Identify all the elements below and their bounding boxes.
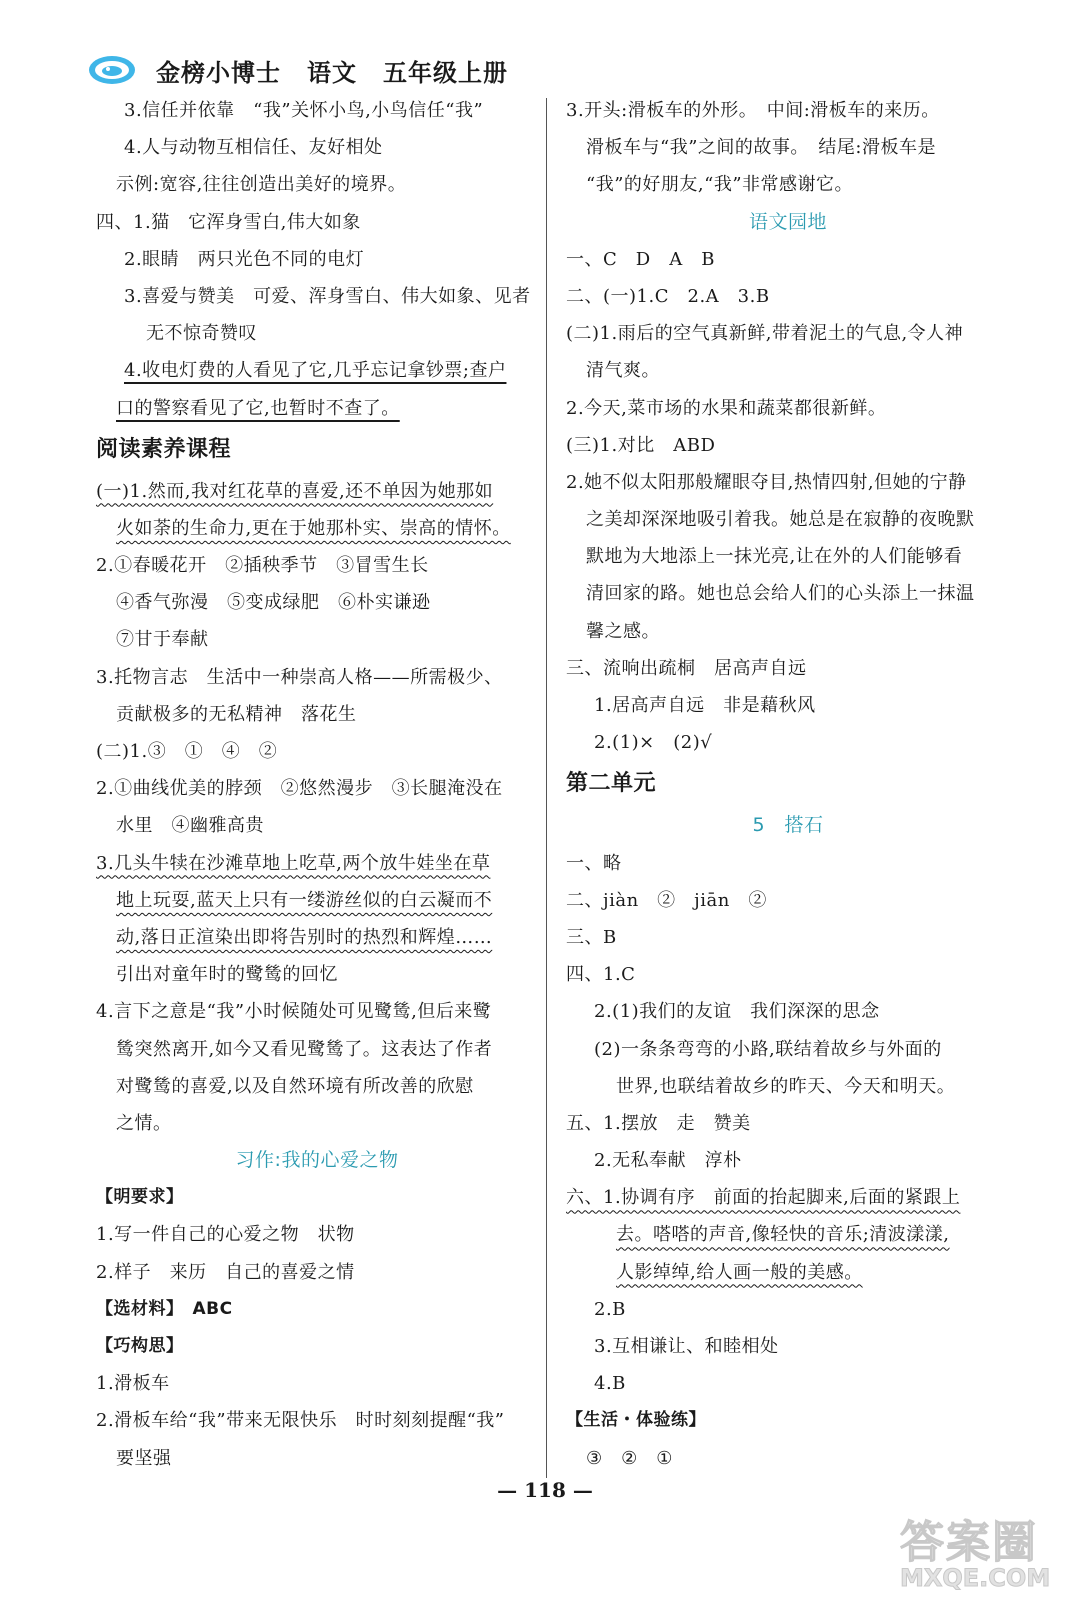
watermark-text: 答案圈 — [900, 1517, 1038, 1568]
answer-line: 3.托物言志 生活中一种崇高人格——所需极少、 — [96, 666, 503, 688]
answer-line: 四、1.C — [566, 964, 636, 986]
answer-line: 人影绰绰,给人画一般的美感。 — [616, 1261, 863, 1283]
answer-line: 五、1.摆放 走 赞美 — [566, 1112, 751, 1134]
right-column — [566, 92, 1010, 1477]
answer-line: 1.滑板车 — [96, 1373, 170, 1395]
answer-line: 默地为大地添上一抹光亮,让在外的人们能够看 — [586, 546, 963, 568]
answer-line: 世界,也联结着故乡的昨天、今天和明天。 — [616, 1075, 956, 1097]
page-number: — 118 — — [497, 1478, 593, 1502]
answer-line: 馨之感。 — [586, 620, 660, 642]
answer-line: 三、流响出疏桐 居高声自远 — [566, 657, 807, 679]
answer-line: 一、C D A B — [566, 248, 715, 270]
answer-line: 2.(1)× (2)√ — [594, 732, 713, 754]
answer-line: 清回家的路。她也总会给人们的心头添上一抹温 — [586, 583, 975, 605]
section-heading: 阅读素养课程 — [96, 436, 232, 462]
answer-line: 4.言下之意是“我”小时候随处可见鹭鸶,但后来鹭 — [96, 1001, 492, 1023]
answer-line: 贡献极多的无私精神 落花生 — [116, 703, 357, 725]
subsection-tag: 【选材料】 ABC — [96, 1298, 233, 1319]
answer-line: 2.(1)我们的友谊 我们深深的思念 — [594, 1001, 880, 1023]
brand-logo-icon — [88, 54, 136, 86]
unit-heading: 第二单元 — [566, 771, 657, 797]
watermark-url: MXQE.COM — [900, 1564, 1051, 1592]
answer-line: 四、1.猫 它浑身雪白,伟大如象 — [96, 211, 361, 233]
answer-line: ⑦甘于奉献 — [116, 629, 209, 651]
answer-line: 引出对童年时的鹭鸶的回忆 — [116, 964, 338, 986]
answer-line: 2.滑板车给“我”带来无限快乐 时时刻刻提醒“我” — [96, 1410, 505, 1432]
left-column — [96, 92, 538, 1477]
answer-line: 示例:宽容,往往创造出美好的境界。 — [116, 174, 407, 196]
section-title: 习作:我的心爱之物 — [235, 1149, 399, 1172]
answer-line: “我”的好朋友,“我”非常感谢它。 — [586, 174, 854, 196]
answer-line: 2.①春暖花开 ②插秧季节 ③冒雪生长 — [96, 555, 429, 577]
answer-line: 2.①曲线优美的脖颈 ②悠然漫步 ③长腿淹没在 — [96, 778, 503, 800]
column-divider — [546, 98, 547, 1478]
answer-line: (一)1.然而,我对红花草的喜爱,还不单因为她那如 — [96, 480, 494, 502]
answer-line: 2.今天,菜市场的水果和蔬菜都很新鲜。 — [566, 397, 887, 419]
answer-line: 1.写一件自己的心爱之物 状物 — [96, 1224, 355, 1246]
answer-line: 二、(一)1.C 2.A 3.B — [566, 285, 770, 307]
page-header — [88, 48, 534, 92]
subsection-tag: 【巧构思】 — [96, 1336, 184, 1356]
answer-line: 鸶突然离开,如今又看见鹭鸶了。这表达了作者 — [116, 1038, 493, 1060]
answer-line: 水里 ④幽雅高贵 — [116, 815, 264, 837]
answer-line: 滑板车与“我”之间的故事。 结尾:滑板车是 — [586, 137, 936, 159]
header-brand: 金榜小博士 — [156, 58, 281, 87]
answer-line: 2.无私奉献 淳朴 — [594, 1150, 742, 1172]
answer-line: 清气爽。 — [586, 360, 660, 382]
answer-line: 4.人与动物互相信任、友好相处 — [124, 137, 383, 159]
answer-line: ③ ② ① — [586, 1447, 673, 1469]
answer-line: 3.互相谦让、和睦相处 — [594, 1336, 779, 1357]
header-subject: 语文 — [307, 58, 357, 87]
answer-line: (三)1.对比 ABD — [566, 434, 716, 456]
answer-line: 动,落日正渲染出即将告别时的热烈和辉煌…… — [116, 926, 493, 948]
answer-line: 3.开头:滑板车的外形。 中间:滑板车的来历。 — [566, 100, 940, 121]
answer-line: 去。嗒嗒的声音,像轻快的音乐;清波漾漾, — [616, 1224, 950, 1246]
answer-line: 2.B — [594, 1298, 626, 1320]
answer-line: 六、1.协调有序 前面的抬起脚来,后面的紧跟上 — [566, 1187, 961, 1209]
answer-line: 地上玩耍,蓝天上只有一缕游丝似的白云凝而不 — [116, 889, 493, 911]
answer-line: 4.B — [594, 1373, 626, 1395]
answer-line: 二、jiàn ② jiān ② — [566, 889, 767, 911]
answer-line: 3.喜爱与赞美 可爱、浑身雪白、伟大如象、见者 — [124, 285, 531, 307]
answer-line: 无不惊奇赞叹 — [146, 323, 257, 345]
answer-line: 1.居高声自远 非是藉秋风 — [594, 695, 816, 716]
answer-line: (二)1.雨后的空气真新鲜,带着泥土的气息,令人神 — [566, 323, 964, 345]
answer-line: 2.她不似太阳那般耀眼夺目,热情四射,但她的宁静 — [566, 471, 967, 493]
answer-line: 三、B — [566, 926, 617, 948]
lesson-title: 5 搭石 — [752, 814, 824, 837]
answer-line: 火如荼的生命力,更在于她那朴实、崇高的情怀。 — [116, 517, 511, 539]
answer-line: (二)1.③ ① ④ ② — [96, 741, 278, 762]
subsection-tag: 【明要求】 — [96, 1187, 184, 1208]
answer-line: 2.眼睛 两只光色不同的电灯 — [124, 248, 365, 270]
answer-line: ④香气弥漫 ⑤变成绿肥 ⑥朴实谦逊 — [116, 592, 431, 614]
answer-line: 之美却深深地吸引着我。她总是在寂静的夜晚默 — [586, 509, 975, 531]
answer-line: 3.信任并依靠 “我”关怀小鸟,小鸟信任“我” — [124, 100, 484, 121]
answer-line: 之情。 — [116, 1112, 172, 1134]
answer-line: 要坚强 — [116, 1447, 172, 1469]
answer-line: 对鹭鸶的喜爱,以及自然环境有所改善的欣慰 — [116, 1075, 474, 1097]
subsection-tag: 【生活・体验练】 — [566, 1410, 706, 1431]
answer-line: 4.收电灯费的人看见了它,几乎忘记拿钞票;查户 — [124, 360, 507, 382]
answer-line: (2)一条条弯弯的小路,联结着故乡与外面的 — [594, 1038, 942, 1060]
section-title: 语文园地 — [748, 210, 827, 233]
answer-line: 口的警察看见了它,也暂时不查了。 — [116, 397, 400, 419]
answer-line: 3.几头牛犊在沙滩草地上吃草,两个放牛娃坐在草 — [96, 852, 491, 874]
watermark — [900, 1506, 1076, 1596]
answer-line: 2.样子 来历 自己的喜爱之情 — [96, 1261, 355, 1283]
header-grade: 五年级上册 — [383, 58, 508, 87]
answer-line: 一、略 — [566, 852, 622, 874]
